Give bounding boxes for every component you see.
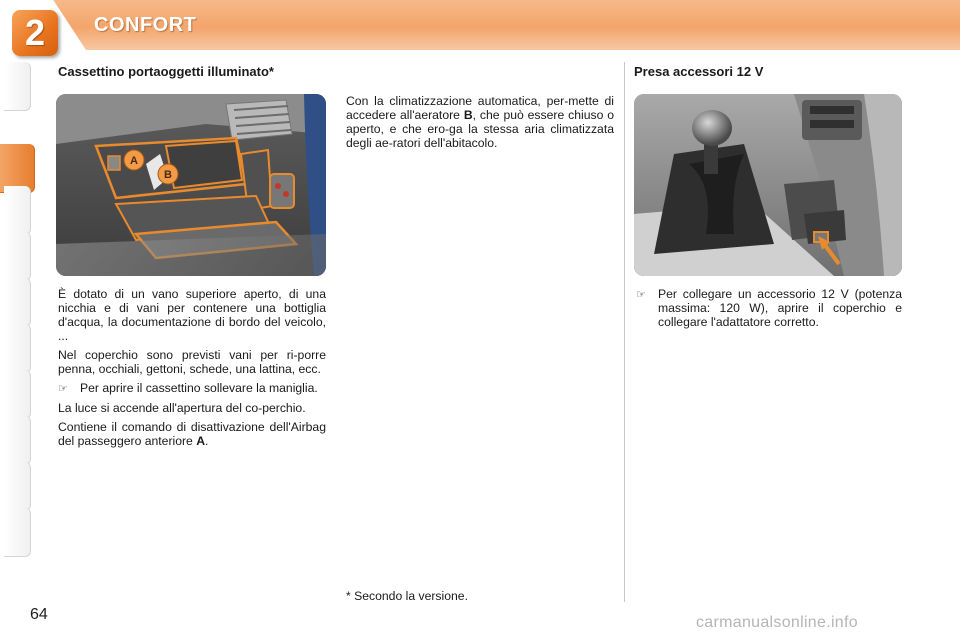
- chapter-title: CONFORT: [94, 14, 197, 36]
- chapter-tab-8[interactable]: [4, 416, 31, 465]
- glovebox-photo: [56, 94, 326, 276]
- vent-text: [346, 94, 614, 155]
- chapter-badge: 2: [12, 10, 58, 56]
- pointing-hand-icon: ☞: [636, 289, 646, 301]
- chapter-tabs: [0, 62, 34, 576]
- glovebox-text: [58, 287, 326, 453]
- callout-b: B: [164, 169, 172, 181]
- chapter-tab-4[interactable]: [4, 232, 31, 281]
- column-divider: [624, 62, 625, 602]
- glovebox-bullet: [58, 381, 326, 396]
- glovebox-bullet-text: Per aprire il cassettino sollevare la maniglia.: [80, 381, 318, 395]
- gear-console-illustration: [634, 94, 902, 276]
- vent-paragraph: Con la climatizzazione automatica, per-mette di accedere all'aeratore B, che può essere chiuso o aperto, e che ero-ga la stessa aria climatizzata degli ae-ratori dell'abitacolo.: [346, 94, 615, 150]
- pointing-hand-icon: ☞: [58, 383, 68, 395]
- socket-section-title: Presa accessori 12 V: [634, 64, 764, 79]
- chapter-tab-9[interactable]: [4, 462, 31, 511]
- socket-text: [636, 287, 902, 334]
- callout-a: A: [130, 155, 138, 167]
- glovebox-paragraph-2: Nel coperchio sono previsti vani per ri-porre penna, occhiali, gettoni, schede, una lattina, ecc.: [58, 348, 326, 376]
- glovebox-illustration: [56, 94, 326, 276]
- socket-photo: [634, 94, 902, 276]
- chapter-tab-10[interactable]: [4, 508, 31, 557]
- chapter-tab-5[interactable]: [4, 278, 31, 327]
- glovebox-paragraph-4: Contiene il comando di disattivazione dell'Airbag del passeggero anteriore A.: [58, 420, 326, 448]
- footnote: * Secondo la versione.: [346, 589, 468, 603]
- glovebox-paragraph-3: La luce si accende all'apertura del co-perchio.: [58, 401, 306, 415]
- watermark: carmanualsonline.info: [696, 614, 858, 631]
- page-number: 64: [30, 606, 48, 623]
- chapter-tab-1[interactable]: [4, 62, 31, 111]
- chapter-tab-7[interactable]: [4, 370, 31, 419]
- socket-bullet-text: Per collegare un accessorio 12 V (potenza massima: 120 W), aprire il coperchio e collegare l'adattatore corretto.: [658, 287, 902, 329]
- chapter-tab-3[interactable]: [4, 186, 31, 235]
- chapter-tab-6[interactable]: [4, 324, 31, 373]
- glovebox-paragraph-1: È dotato di un vano superiore aperto, di una nicchia e di vani per contenere una bottiglia d'acqua, la documentazione di bordo del veicolo, ...: [58, 287, 326, 343]
- socket-bullet: [636, 287, 902, 329]
- glovebox-section-title: Cassettino portaoggetti illuminato*: [58, 64, 274, 79]
